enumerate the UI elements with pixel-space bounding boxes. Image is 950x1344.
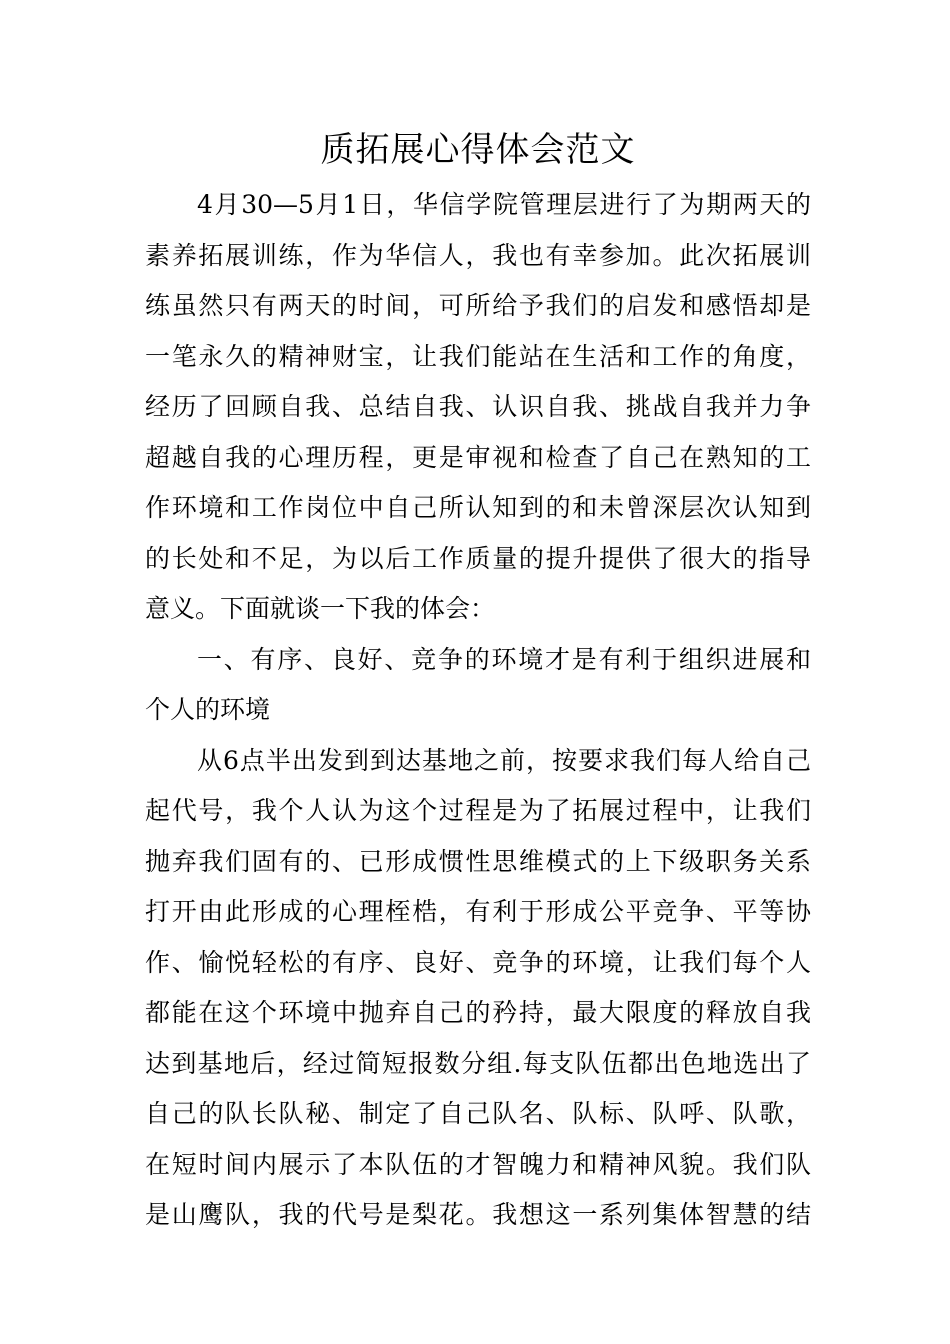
text-line: 练虽然只有两天的时间，可所给予我们的启发和感悟却是 xyxy=(145,291,811,320)
text-line: 个人的环境 xyxy=(145,695,271,724)
paragraph-body xyxy=(145,736,811,1241)
paragraph-intro xyxy=(145,180,811,635)
text-line: 自己的队长队秘、制定了自己队名、队标、队呼、队歌， xyxy=(145,1099,811,1128)
text-line: 作、愉悦轻松的有序、良好、竞争的环境，让我们每个人 xyxy=(145,947,811,977)
text-line: 超越自我的心理历程，更是审视和检查了自己在熟知的工 xyxy=(145,442,811,472)
document-title: 质拓展心得体会范文 xyxy=(320,130,636,170)
text-line: 作环境和工作岗位中自己所认知到的和未曾深层次认知到 xyxy=(145,493,811,522)
text-line: 素养拓展训练，作为华信人，我也有幸参加。此次拓展训 xyxy=(145,240,811,270)
text-line: 在短时间内展示了本队伍的才智魄力和精神风貌。我们队 xyxy=(145,1149,811,1179)
text-line: 一、有序、良好、竞争的环境才是有利于组织进展和 xyxy=(197,644,811,674)
text-line: 都能在这个环境中抛弃自己的矜持，最大限度的释放自我 xyxy=(145,998,811,1027)
text-line: 4月30—5月1日，华信学院管理层进行了为期两天的 xyxy=(197,190,811,219)
text-line: 抛弃我们固有的、已形成惯性思维模式的上下级职务关系 xyxy=(145,846,811,876)
text-line: 达到基地后，经过简短报数分组.每支队伍都出色地选出了 xyxy=(145,1048,811,1078)
text-line: 是山鹰队，我的代号是梨花。我想这一系列集体智慧的结 xyxy=(145,1200,811,1229)
text-line: 起代号，我个人认为这个过程是为了拓展过程中，让我们 xyxy=(145,796,811,825)
text-line: 从6点半出发到到达基地之前，按要求我们每人给自己 xyxy=(197,745,811,775)
text-line: 一笔永久的精神财宝，让我们能站在生活和工作的角度， xyxy=(145,341,811,371)
text-line: 的长处和不足，为以后工作质量的提升提供了很大的指导 xyxy=(145,543,811,573)
section-heading-1 xyxy=(145,635,811,736)
text-line: 经历了回顾自我、总结自我、认识自我、挑战自我并力争 xyxy=(145,392,811,421)
text-line: 打开由此形成的心理桎梏，有利于形成公平竞争、平等协 xyxy=(145,897,811,926)
document-page xyxy=(145,128,811,1241)
text-line: 意义。下面就谈一下我的体会： xyxy=(145,594,496,623)
